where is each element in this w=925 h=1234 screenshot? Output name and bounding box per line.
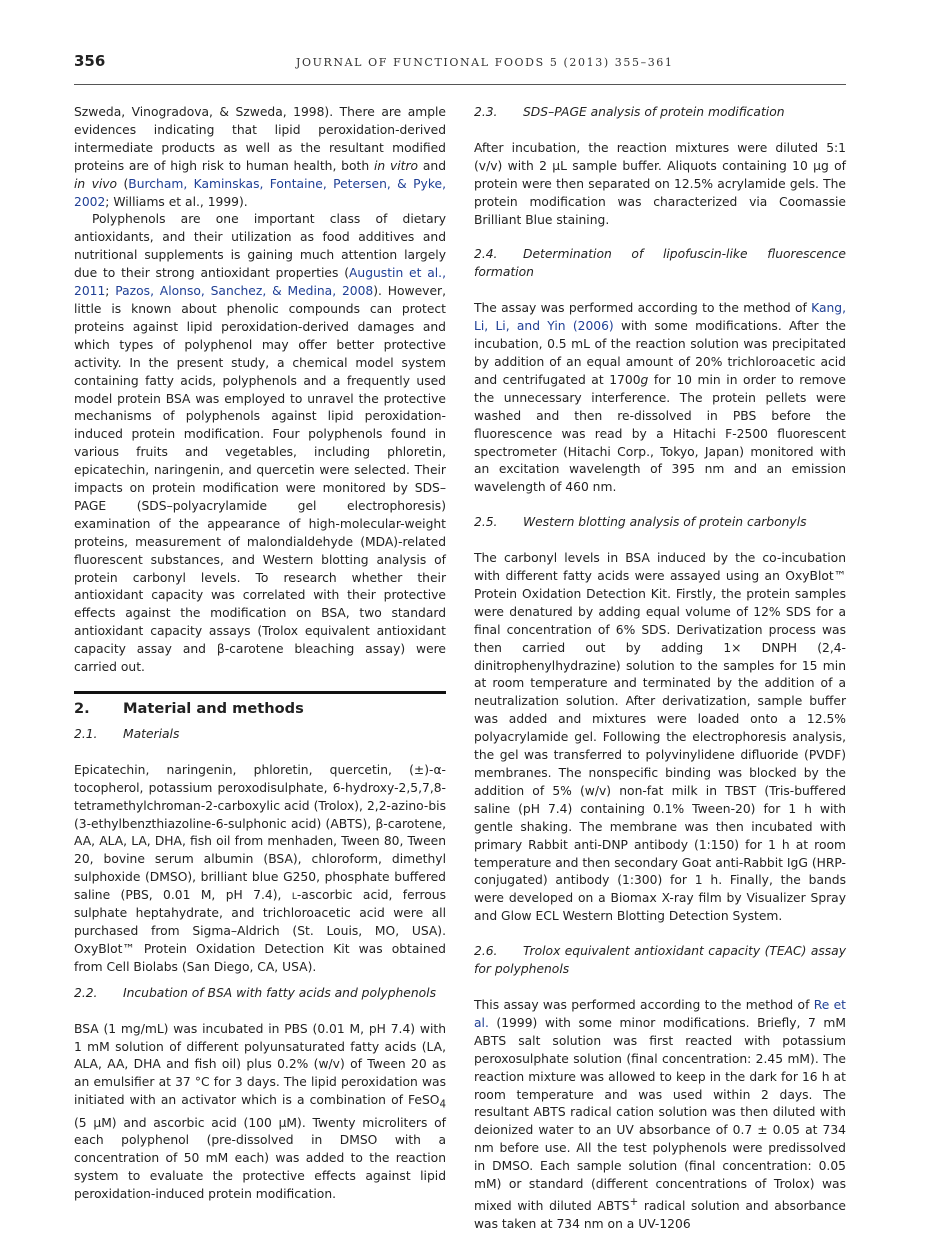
subsection-heading-western-blot: 2.5. Western blotting analysis of protein carbonyls [474, 515, 807, 530]
left-column [74, 104, 446, 1204]
citation-link[interactable]: Pazos, Alonso, Sanchez, & Medina, 2008 [115, 284, 374, 299]
page-number: 356 [74, 52, 106, 70]
citation-link[interactable]: Re et al. [474, 997, 846, 1030]
citation-link[interactable]: Burcham, Kaminskas, Fontaine, Petersen, & Pyke, 2002 [74, 176, 446, 209]
paragraph-materials: Epicatechin, naringenin, phloretin, quercetin, (±)-α-tocopherol, potassium peroxodisulphate, 6-hydroxy-2,5,7,8-tetramethylchroman-2-carboxylic acid (Trolox), 2,2-azino-bis (3-ethylbenzthiazoline-6-sulphonic acid) (ABTS), β-carotene, AA, ALA, LA, DHA, fish oil from menhaden, Tween 80, Tween 20, bovine serum albumin (BSA), chloroform, dimethyl sulphoxide (DMSO), brilliant blue G250, phosphate buffered saline (PBS, 0.01 M, pH 7.4), l-ascorbic acid, ferrous sulphate heptahydrate, and trichloroacetic acid were all purchased from Sigma–Aldrich (St. Louis, MO, USA). OxyBlot™ Protein Oxidation Detection Kit was obtained from Cell Biolabs (San Diego, CA, USA). [74, 762, 446, 974]
subsection-heading-materials: 2.1. Materials [74, 726, 180, 741]
paragraph-western-blot: The carbonyl levels in BSA induced by the co-incubation with different fatty acids were assayed using an OxyBlot™ Protein Oxidation Detection Kit. Firstly, the protein samples were denatured by adding equal volume of 12% SDS for a final concentration of 6% SDS. Derivatization process was then carried out by adding 1× DNPH (2,4-dinitrophenylhydrazine) solution to the samples for 15 min at room temperature and terminated by the addition of a neutralization solution. After derivatization, sample buffer was added and mixtures were loaded onto a 12.5% polyacrylamide gel. Following the electrophoresis analysis, the gel was transferred to polyvinylidene difluoride (PVDF) membranes. The nonspecific binding was blocked by the addition of 5% (w/v) non-fat milk in TBST (Tris-buffered saline (pH 7.4) containing 0.1% Tween-20) for 1 h with gentle shaking. The membrane was then incubated with primary Rabbit anti-DNP antibody (1:150) for 1 h at room temperature and then secondary Goat anti-Rabbit IgG (HRP-conjugated) antibody (1:300) for 1 h. Finally, the bands were developed on a Biomax X-ray film by Visualizer Spray and Glow ECL Western Blotting Detection System. [474, 551, 846, 924]
section-heading-material-methods: 2. Material and methods [74, 691, 446, 718]
subsection-heading-lipofuscin: 2.4. Determination of lipofuscin-like fluorescence formation [474, 247, 846, 280]
header-rule [74, 84, 846, 85]
citation-link[interactable]: Kang, Li, Li, and Yin (2006) [474, 301, 846, 334]
paragraph-polyphenols: Polyphenols are one important class of dietary antioxidants, and their utilization as food additives and nutritional supplements is gaining much attention largely due to their strong antioxidant properties (Augustin et al., 2011; Pazos, Alonso, Sanchez, & Medina, 2008). However, little is known about phenolic compounds can protect proteins against lipid peroxidation-derived damages and which types of polyphenol may offer better protective activity. In the present study, a chemical model system containing fatty acids, polyphenols and a frequently used model protein BSA was employed to unravel the protective mechanisms of polyphenols against lipid peroxidation-induced protein modification. Four polyphenols found in various fruits and vegetables, including phloretin, epicatechin, naringenin, and quercetin were selected. Their impacts on protein modification were monitored by SDS–PAGE (SDS–polyacrylamide gel electrophoresis) examination of the appearance of high-molecular-weight proteins, measurement of malondialdehyde (MDA)-related fluorescent substances, and Western blotting analysis of protein carbonyl levels. To research whether their antioxidant capacity was correlated with their protective effects against the modification on BSA, two standard antioxidant capacity assays (Trolox equivalent antioxidant capacity assay and β-carotene bleaching assay) were carried out. [74, 212, 446, 675]
subsection-heading-sds-page: 2.3. SDS–PAGE analysis of protein modification [474, 105, 785, 119]
right-column [474, 104, 846, 1234]
citation-link[interactable]: Augustin et al., 2011 [74, 266, 446, 299]
paragraph-sds-page: After incubation, the reaction mixtures were diluted 5:1 (v/v) with 2 μL sample buffer. Aliquots containing 10 μg of protein were then separated on 12.5% acrylamide gels. The protein modification was characterized via Coomassie Brilliant Blue staining. [474, 140, 846, 227]
paragraph-lipofuscin: The assay was performed according to the method of Kang, Li, Li, and Yin (2006) with some modifications. After the incubation, 0.5 mL of the reaction solution was precipitated by addition of an equal amount of 20% trichloroacetic acid and centrifugated at 1700g for 10 min in order to remove the unnecessary interference. The protein pellets were washed and then re-dissolved in PBS before the fluorescence was read by a Hitachi F-2500 fluorescent spectrometer (Hitachi Corp., Tokyo, Japan) monitored with an excitation wavelength of 395 nm and an emission wavelength of 460 nm. [474, 301, 846, 495]
subsection-heading-teac: 2.6. Trolox equivalent antioxidant capacity (TEAC) assay for polyphenols [474, 944, 846, 977]
paragraph-teac: This assay was performed according to the method of Re et al. (1999) with some minor modifications. Briefly, 7 mM ABTS salt solution was first reacted with potassium peroxosulphate solution (final concentration: 2.45 mM). The reaction mixture was allowed to keep in the dark for 16 h at room temperature and was used within 2 days. The resultant ABTS radical cation solution was then diluted with deionized water to an UV absorbance of 0.7 ± 0.05 at 734 nm before use. All the test polyphenols were predissolved in DMSO. Each sample solution (final concentration: 0.05 mM) or standard (different concentrations of Trolox) was mixed with diluted ABTS+ radical solution and absorbance was taken at 734 nm on a UV-1206 [474, 997, 846, 1231]
journal-running-head: JOURNAL OF FUNCTIONAL FOODS 5 (2013) 355–361 [296, 56, 674, 69]
paragraph-incubation: BSA (1 mg/mL) was incubated in PBS (0.01 M, pH 7.4) with 1 mM solution of different polyunsaturated fatty acids (LA, ALA, AA, DHA and fish oil) plus 0.2% (w/v) of Tween 20 as an emulsifier at 37 °C for 3 days. The lipid peroxidation was initiated with an activator which is a combination of FeSO$_4$ (5 μM) and ascorbic acid (100 μM). Twenty microliters of each polyphenol (pre-dissolved in DMSO with a concentration of 50 mM each) was added to the reaction system to evaluate the protective effects against lipid peroxidation-induced protein modification. [74, 1021, 446, 1202]
subsection-heading-incubation: 2.2. Incubation of BSA with fatty acids and polyphenols [74, 985, 437, 1000]
paragraph-intro-continued: Szweda, Vinogradova, & Szweda, 1998). There are ample evidences indicating that lipid peroxidation-derived intermediate products as well as the resultant modified proteins are of high risk to human health, both in vitro and in vivo (Burcham, Kaminskas, Fontaine, Petersen, & Pyke, 2002; Williams et al., 1999). [74, 105, 447, 209]
